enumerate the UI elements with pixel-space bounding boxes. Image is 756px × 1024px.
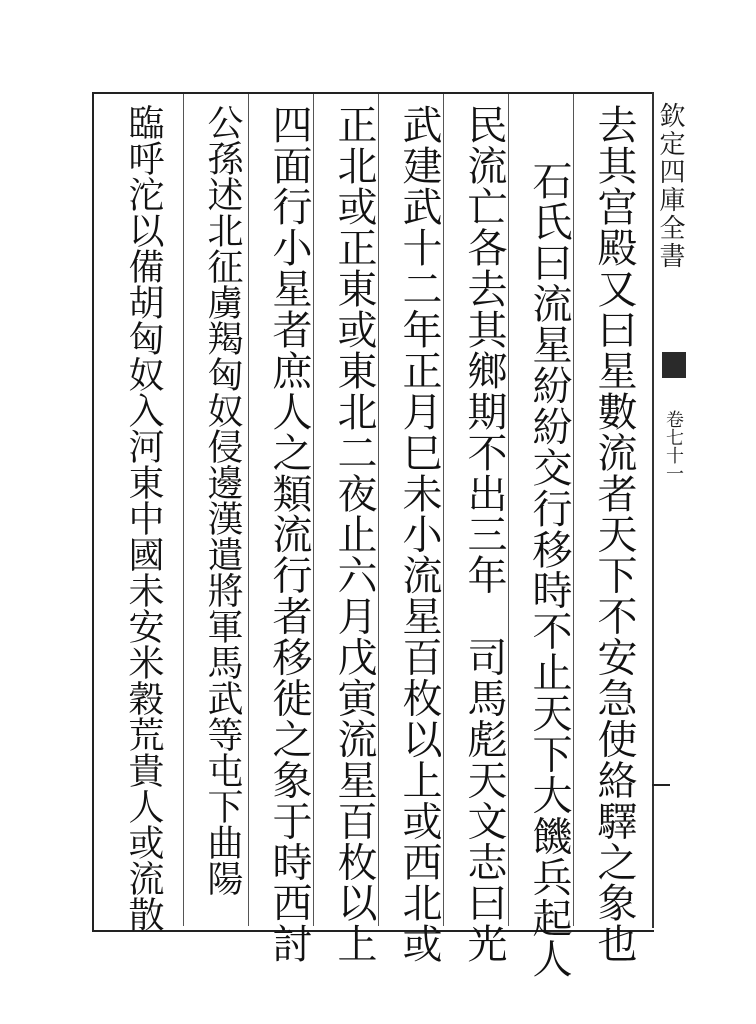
text-column: 石氏曰流星紛紛交行移時不止天下大饑兵起人 [526,160,572,979]
text-column: 民流亡各去其鄉期不出三年 司馬彪天文志曰光 [461,104,507,964]
column-divider [248,94,249,926]
text-column: 正北或正東或東北二夜止六月戊寅流星百枚以上 [331,104,377,964]
text-column: 臨呼沱以備胡匈奴入河東中國未安米穀荒貴人或流散 [123,104,164,932]
fish-tail-mark [662,352,686,378]
margin-book-title: 欽定四庫全書 [655,102,685,270]
text-column: 公孫述北征虜羯匈奴侵邊漢遣將軍馬武等屯下曲陽 [202,104,243,896]
margin-volume-number: 卷七十一 [663,410,684,482]
text-column: 武建武十二年正月巳未小流星百枚以上或西北或 [396,104,442,964]
margin-tick [652,784,670,786]
text-column: 四面行小星者庶人之類流行者移徙之象于時西討 [266,104,312,964]
text-column: 去其宫殿又曰星數流者天下不安急使絡驛之象也 [591,104,637,964]
column-divider [183,94,184,926]
